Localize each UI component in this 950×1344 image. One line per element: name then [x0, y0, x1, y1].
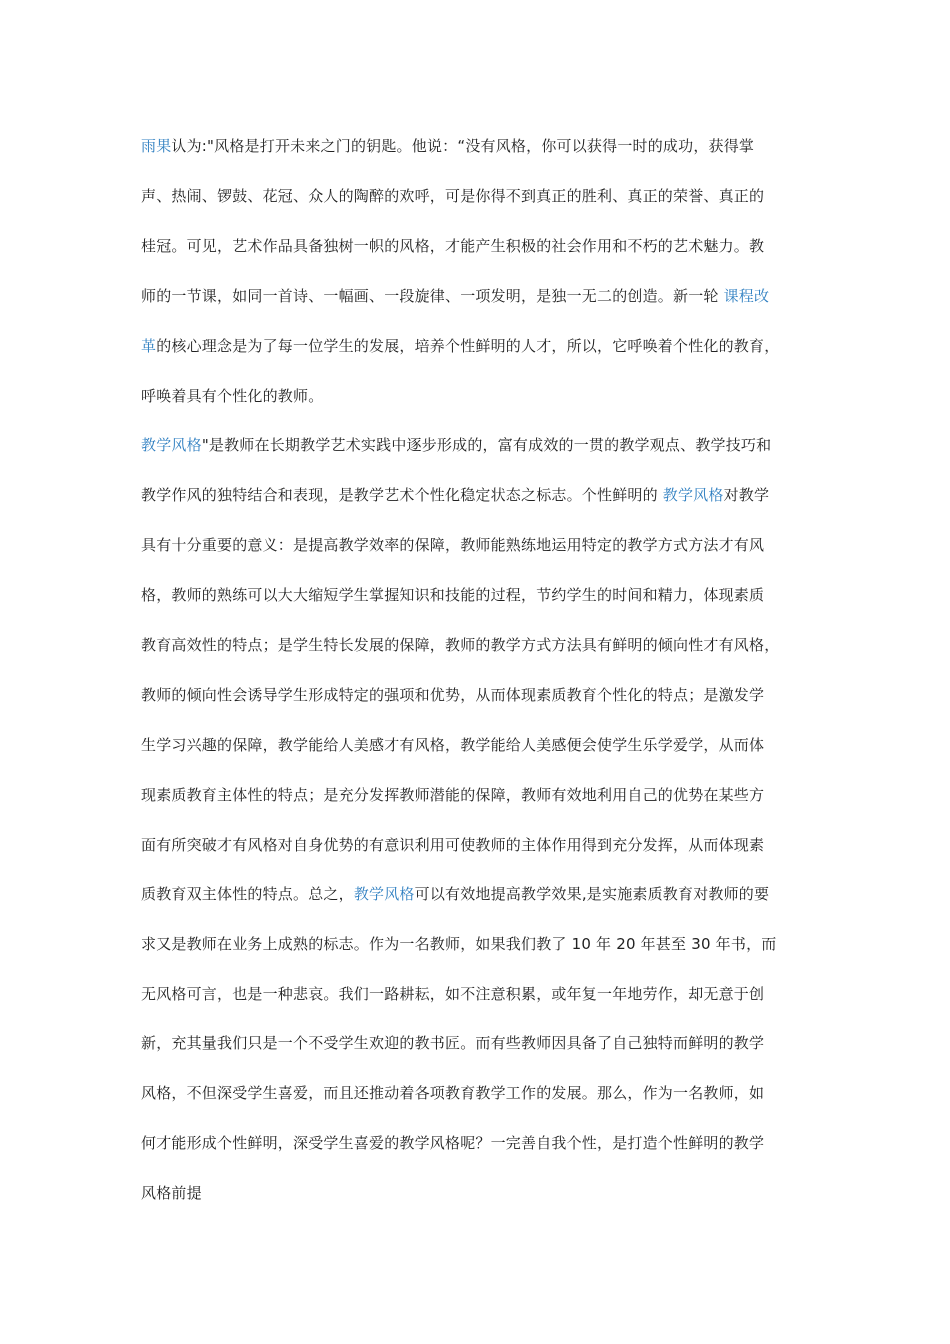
text-line — [141, 784, 821, 806]
text-line — [141, 385, 821, 407]
text-segment: 现素质教育主体性的特点；是充分发挥教师潜能的保障，教师有效地利用自己的优势在某些方 — [141, 786, 765, 804]
text-line — [141, 883, 821, 905]
text-segment: 风格前提 — [141, 1184, 202, 1202]
text-line — [141, 135, 821, 157]
text-line — [141, 734, 821, 756]
text-line — [141, 434, 821, 456]
text-segment: 生学习兴趣的保障，教学能给人美感才有风格，教学能给人美感便会使学生乐学爱学，从而体 — [141, 736, 765, 754]
text-line — [141, 484, 821, 506]
text-segment: "是教师在长期教学艺术实践中逐步形成的，富有成效的一贯的教学观点、教学技巧和 — [201, 436, 772, 454]
text-segment: 格，教师的熟练可以大大缩短学生掌握知识和技能的过程，节约学生的时间和精力，体现素质 — [141, 586, 765, 604]
text-segment: 桂冠。可见，艺术作品具备独树一帜的风格，才能产生积极的社会作用和不朽的艺术魅力。教 — [141, 237, 765, 255]
text-segment: 师的一节课，如同一首诗、一幅画、一段旋律、一项发明，是独一无二的创造。新一轮 — [141, 287, 724, 305]
text-line — [141, 584, 821, 606]
text-segment: 具有十分重要的意义：是提高教学效率的保障，教师能熟练地运用特定的教学方式方法才有风 — [141, 536, 765, 554]
text-line — [141, 1132, 821, 1154]
text-segment: 何才能形成个性鲜明，深受学生喜爱的教学风格呢？一完善自我个性，是打造个性鲜明的教学 — [141, 1134, 765, 1152]
text-line — [141, 335, 821, 357]
text-line — [141, 983, 821, 1005]
text-line — [141, 634, 821, 656]
text-segment: 教学作风的独特结合和表现，是教学艺术个性化稳定状态之标志。个性鲜明的 — [141, 486, 663, 504]
text-segment: 的核心理念是为了每一位学生的发展，培养个性鲜明的人才，所以，它呼唤着个性化的教育， — [156, 337, 780, 355]
text-segment: 对教学 — [723, 486, 770, 504]
text-line — [141, 1182, 821, 1204]
text-segment: 声、热闹、锣鼓、花冠、众人的陶醉的欢呼，可是你得不到真正的胜利、真正的荣誉、真正的 — [141, 187, 765, 205]
keyword-link[interactable]: 教学风格 — [141, 436, 202, 454]
keyword-link[interactable]: 教学风格 — [662, 486, 724, 504]
keyword-link[interactable]: 教学风格 — [353, 885, 415, 903]
keyword-link[interactable]: 革 — [141, 337, 157, 355]
text-segment: 风格，不但深受学生喜爱，而且还推动着各项教育教学工作的发展。那么，作为一名教师，如 — [141, 1084, 765, 1102]
text-segment: 质教育双主体性的特点。总之， — [141, 885, 354, 903]
text-segment: 无风格可言，也是一种悲哀。我们一路耕耘，如不注意积累，或年复一年地劳作，却无意于创 — [141, 985, 765, 1003]
text-segment: 教师的倾向性会诱导学生形成特定的强项和优势，从而体现素质教育个性化的特点；是激发学 — [141, 686, 765, 704]
text-line — [141, 684, 821, 706]
keyword-link[interactable]: 课程改 — [723, 287, 770, 305]
keyword-link[interactable]: 雨果 — [141, 137, 172, 155]
text-line — [141, 1032, 821, 1054]
text-segment: 呼唤着具有个性化的教师。 — [141, 387, 324, 405]
text-segment: 新，充其量我们只是一个不受学生欢迎的教书匠。而有些教师因具备了自己独特而鲜明的教学 — [141, 1034, 765, 1052]
text-line — [141, 185, 821, 207]
text-line — [141, 534, 821, 556]
text-segment: 可以有效地提高教学效果,是实施素质教育对教师的要 — [414, 885, 770, 903]
text-line — [141, 235, 821, 257]
text-segment: 认为:"风格是打开未来之门的钥匙。他说：“没有风格，你可以获得一时的成功，获得掌 — [171, 137, 755, 155]
text-segment: 教育高效性的特点；是学生特长发展的保障，教师的教学方式方法具有鲜明的倾向性才有风格， — [141, 636, 780, 654]
text-segment: 求又是教师在业务上成熟的标志。作为一名教师，如果我们教了 10 年 20 年甚至 30 年书，而 — [141, 935, 777, 953]
text-segment: 面有所突破才有风格对自身优势的有意识利用可使教师的主体作用得到充分发挥，从而体现素 — [141, 836, 765, 854]
text-line — [141, 834, 821, 856]
text-line — [141, 1082, 821, 1104]
text-line — [141, 285, 821, 307]
text-line — [141, 933, 821, 955]
